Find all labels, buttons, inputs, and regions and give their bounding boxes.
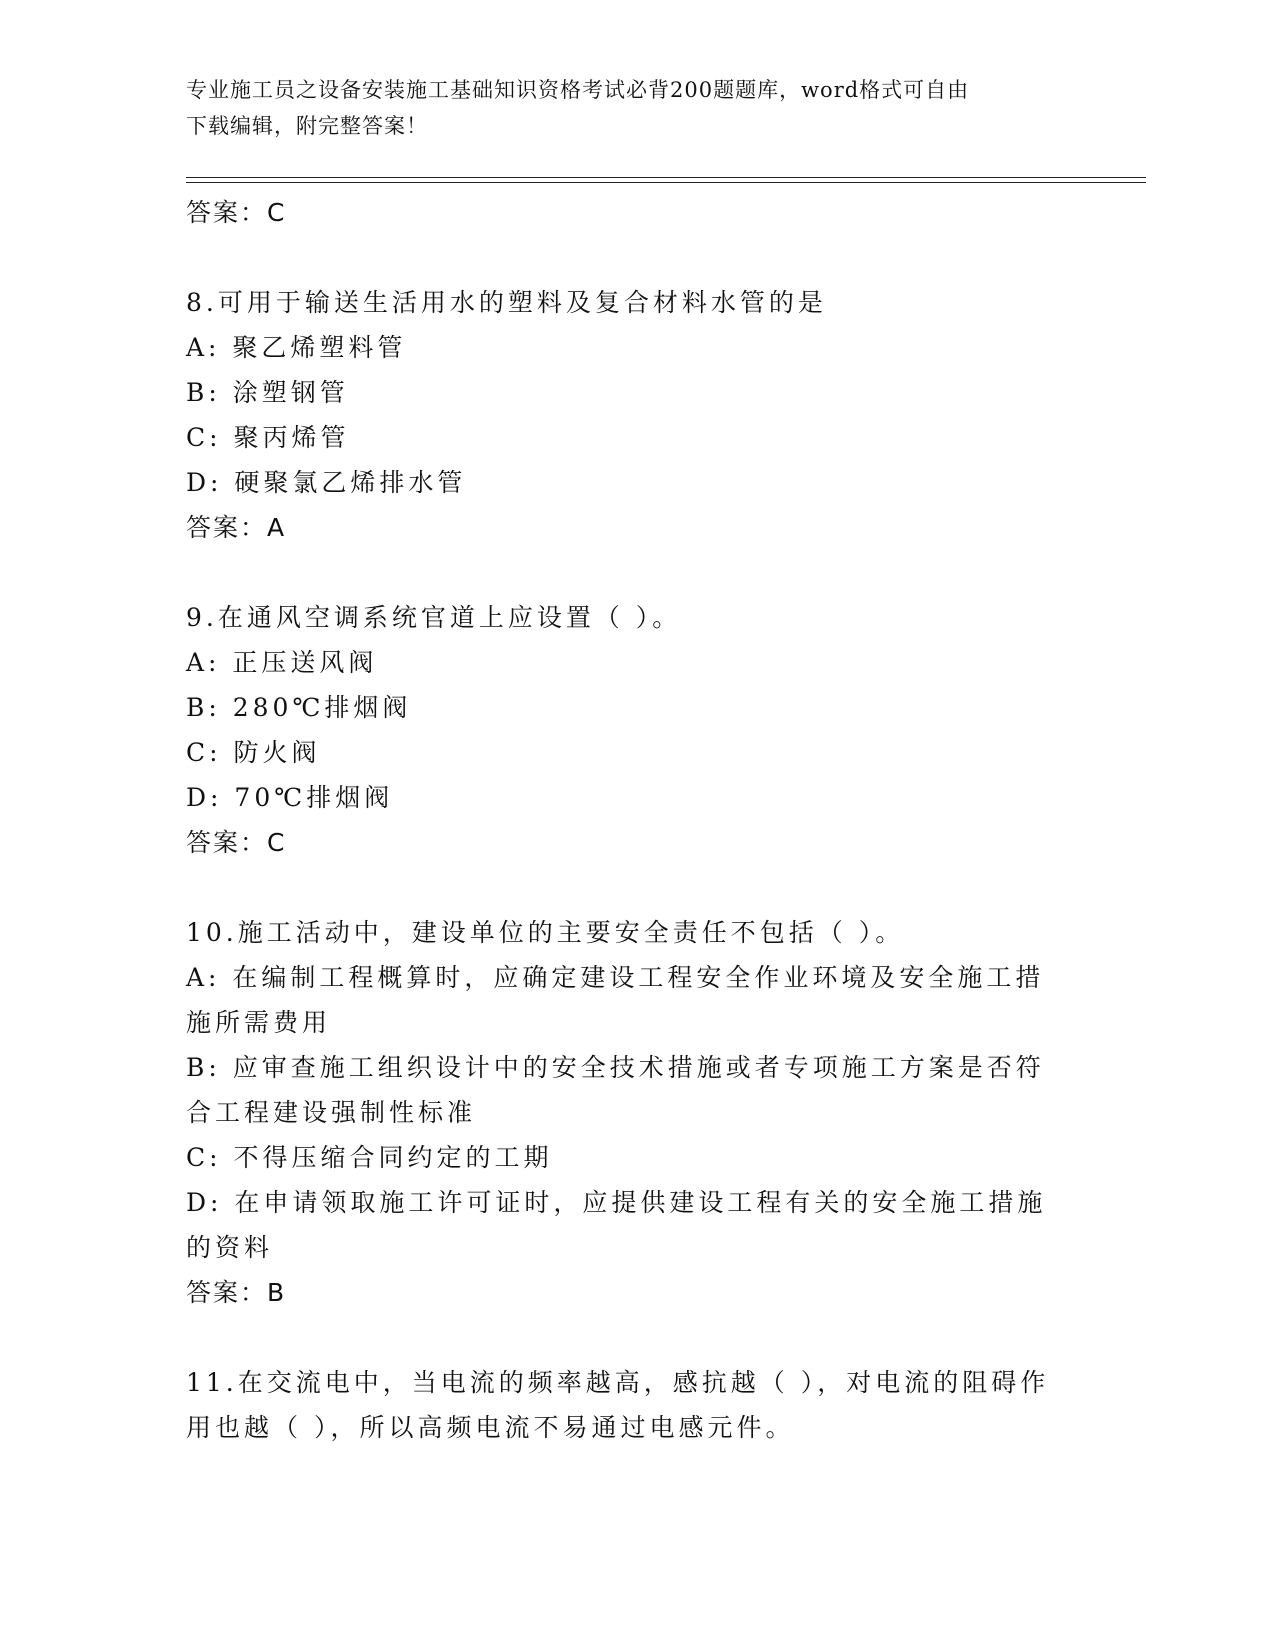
- question-10: [186, 910, 1066, 1315]
- question-title: 8.可用于输送生活用水的塑料及复合材料水管的是: [186, 288, 827, 317]
- spacer: [186, 235, 1066, 280]
- option-b: B: 应审查施工组织设计中的安全技术措施或者专项施工方案是否符合工程建设强制性标准: [186, 1053, 1045, 1127]
- document-header: [186, 72, 1066, 144]
- spacer: [186, 865, 1066, 910]
- question-title: 11.在交流电中，当电流的频率越高，感抗越（ ），对电流的阻碍作用也越（ ），所以高频电流不易通过电感元件。: [186, 1368, 1050, 1442]
- option-d: D: 在申请领取施工许可证时，应提供建设工程有关的安全施工措施的资料: [186, 1188, 1047, 1262]
- answer: 答案：C: [186, 828, 287, 857]
- previous-answer: 答案：C: [186, 198, 287, 227]
- question-8: [186, 280, 1066, 550]
- header-rule-thick: [186, 182, 1146, 183]
- spacer: [186, 550, 1066, 595]
- option-c: C: 防火阀: [186, 738, 321, 767]
- option-d: D: 70℃排烟阀: [186, 783, 394, 812]
- option-a: A: 在编制工程概算时，应确定建设工程安全作业环境及安全施工措施所需费用: [186, 963, 1045, 1037]
- option-b: B: 280℃排烟阀: [186, 693, 412, 722]
- question-list: [186, 190, 1066, 1450]
- question-9: [186, 595, 1066, 865]
- option-c: C: 聚丙烯管: [186, 423, 350, 452]
- option-c: C: 不得压缩合同约定的工期: [186, 1143, 553, 1172]
- answer: 答案：B: [186, 1278, 287, 1307]
- option-a: A: 正压送风阀: [186, 648, 378, 677]
- option-a: A: 聚乙烯塑料管: [186, 333, 407, 362]
- question-title: 9.在通风空调系统官道上应设置（ ）。: [186, 603, 682, 632]
- header-line-2: 下载编辑，附完整答案！: [186, 114, 428, 138]
- spacer: [186, 1315, 1066, 1360]
- question-title: 10.施工活动中，建设单位的主要安全责任不包括（ ）。: [186, 918, 905, 947]
- question-11: [186, 1360, 1066, 1450]
- answer: 答案：A: [186, 513, 287, 542]
- option-d: D: 硬聚氯乙烯排水管: [186, 468, 467, 497]
- option-b: B: 涂塑钢管: [186, 378, 349, 407]
- header-line-1: 专业施工员之设备安装施工基础知识资格考试必背200题题库，word格式可自由: [186, 78, 970, 102]
- header-rule-thin: [186, 177, 1146, 178]
